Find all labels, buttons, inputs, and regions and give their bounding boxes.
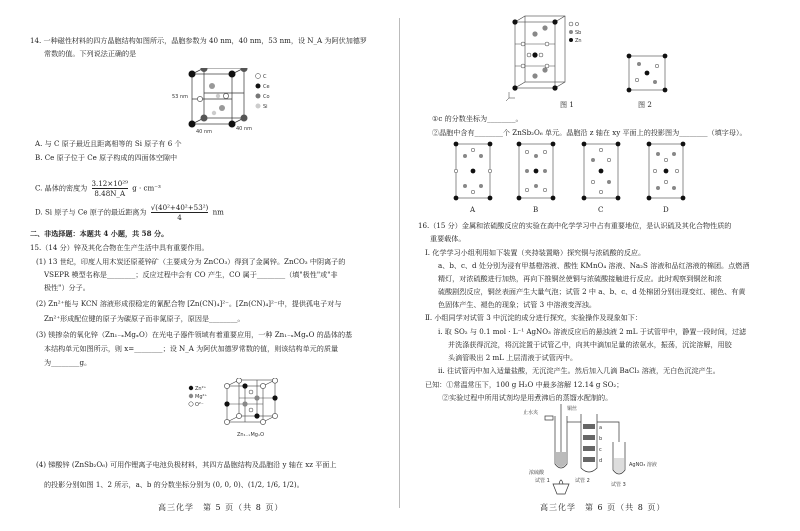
q15-figure-caption: Zn₁₋ₓMgₓO [237, 432, 265, 438]
q15-p3-line2: 本结构单元如图所示，则 x=________；设 N_A 为阿伏加德罗常数的值，则该结构单元的质量 [44, 344, 339, 353]
legend-ce: Ce [263, 84, 270, 90]
option-d-projection[interactable] [645, 140, 687, 202]
option-b-projection[interactable] [515, 140, 557, 202]
option-b-label[interactable]: B [533, 205, 539, 214]
q15-stem: 15.（14 分）锌及其化合物在生产生活中具有重要作用。 [30, 243, 209, 252]
fig1-legend-sb: Sb [575, 30, 582, 36]
q15-p4-line2: 的投影分别如图 1、2 所示，a、b 的分数坐标分别为 (0, 0, 0)、(1/2, 1/6, 1/2)。 [44, 480, 304, 489]
option-c-label[interactable]: C [598, 205, 604, 214]
option-c-projection[interactable] [580, 140, 622, 202]
q16-section1-line2: 精灯，对浓硫酸进行加热，再向下推铜丝使铜与浓硫酸接触进行反应。此时观察到铜丝和浓 [438, 274, 722, 283]
q15-p4-line1: (4) 锑酸锌 (ZnSb₂O₆) 可用作锂离子电池负极材料，其四方晶胞结构及晶胞沿 y 轴在 xz 平面上 [36, 460, 337, 469]
q15-zn-mg-o-cell-figure [185, 378, 295, 446]
q15-p1-line3: 极性"）分子。 [44, 283, 90, 292]
option-a-label[interactable]: A [470, 205, 476, 214]
legend-si: Si [263, 104, 268, 110]
left-page-footer: 高三化学 第 5 页（共 8 页） [158, 503, 284, 512]
dim-b-label: 40 nm [236, 126, 252, 132]
apparatus-diagram [515, 402, 685, 498]
q14-option-d [35, 203, 224, 222]
q15-4-part2: ②晶胞中含有________个 ZnSb₂O₆ 单元。晶胞沿 z 轴在 xy 平面上的投影图为________（填字母）。 [432, 128, 747, 137]
q14-option-c-unit: g · cm⁻³ [132, 183, 161, 193]
q16-known-2: ②实验过程中所用试剂均是用煮沸后的蒸馏水配制的。 [442, 393, 613, 402]
q14-option-d-unit: nm [212, 207, 224, 217]
dim-a-label: 40 nm [196, 129, 212, 135]
label-tube-3: 试管 3 [611, 482, 626, 488]
section-2-heading: 二、非选择题：本题共 4 小题，共 58 分。 [30, 229, 169, 238]
q16-step-i-line2: 并洗涤获得沉淀，将沉淀置于试管乙中，向其中滴加足量的浓氨水，振荡，沉淀溶解，用胶 [448, 340, 732, 349]
label-c: c [599, 447, 602, 453]
label-tube-1: 试管 1 [535, 478, 550, 484]
legend-c: C [263, 74, 267, 80]
page-divider [399, 18, 400, 508]
label-d: d [599, 458, 603, 464]
q14-option-c-text: C. 晶体的密度为 [35, 183, 88, 193]
q16-step-ii: ii. 往试管丙中加入适量盐酸，无沉淀产生。然后加入几滴 BaCl₂ 溶液，无白色沉淀产生。 [438, 366, 720, 375]
q16-stem-line2: 重要载体。 [430, 234, 466, 243]
q16-step-i-line1: i. 取 SO₂ 与 0.1 mol · L⁻¹ AgNO₃ 溶液反应后的悬浊液 2 mL 于试管甲中，静置一段时间，过滤 [438, 327, 747, 336]
dim-c-label: 53 nm [172, 94, 188, 100]
q16-step-i-line3: 头滴管吸出 2 mL 上层清液于试管丙中。 [448, 353, 578, 362]
legend-zn: Zn²⁺ [195, 386, 207, 392]
q14-option-d-numerator: √(40²+40²+53²) [150, 203, 209, 212]
q14-option-c-denominator: 8.48N_A [94, 189, 126, 198]
q15-4-part1: ①c 的分数坐标为________。 [432, 114, 523, 123]
label-copper-wire: 铜丝 [567, 406, 578, 412]
option-a-projection[interactable] [452, 140, 494, 202]
q16-section1-line3: 硫酸剧烈反应，铜丝表面产生大量气泡；试管 2 中 a、b、c、d 处棉团分别出现变红、褪色、有黄 [438, 287, 746, 296]
q14-option-c [35, 179, 161, 198]
q16-known-1: 已知：①常温常压下，100 g H₂O 中最多溶解 12.14 g SO₂； [425, 380, 624, 389]
label-agno3: AgNO₃ 溶液 [629, 462, 657, 468]
q14-option-b: B. Ce 原子位于 Ce 原子构成的四面体空隙中 [35, 153, 178, 162]
fig1-legend-zn: Zn [575, 38, 582, 44]
label-a: a [599, 425, 603, 431]
label-conc-acid: 浓硫酸 [529, 470, 545, 476]
figure-2-projection [625, 52, 669, 94]
label-tube-2: 试管 2 [575, 478, 590, 484]
q15-p3-line3: 为________g。 [44, 358, 92, 367]
q16-section1-line4: 色固体产生、褪色的现象；试管 3 中溶液变浑浊。 [438, 300, 596, 309]
legend-co: Co [263, 94, 270, 100]
q15-p2-line1: (2) Zn²⁺能与 KCN 溶液形成很稳定的氰配合物 [Zn(CN)₄]²⁻。[Zn(CN)₄]²⁻中，提供孤电子对与 [36, 299, 342, 308]
q14-stem-line1: 14. 一种磁性材料的四方晶胞结构如图所示，晶胞参数为 40 nm，40 nm，53 nm，设 N_A 为阿伏加德罗 [30, 36, 367, 45]
right-page-footer: 高三化学 第 6 页（共 8 页） [540, 503, 666, 512]
q15-p1-line1: (1) 13 世纪，印度人用木炭还原菱锌矿（主要成分为 ZnCO₃）得到了金属锌。ZnCO₃ 中阴离子的 [36, 257, 346, 266]
q16-section2-title: Ⅱ. 小组同学对试管 3 中沉淀的成分进行探究，实验操作及现象如下： [425, 313, 642, 322]
q16-section1-line1: a、b、c、d 处分别为浸有甲基橙溶液、酸性 KMnO₄ 溶液、Na₂S 溶液和品红溶液的棉团。点燃酒 [438, 261, 750, 270]
legend-mg: Mg²⁺ [195, 394, 208, 400]
q15-p2-line2: Zn²⁺形成配位键的原子为碳原子而非氮原子，原因是________。 [44, 314, 245, 323]
label-clamp: 止水夹 [523, 410, 539, 416]
q16-stem-line1: 16.（15 分）金属和浓硫酸反应的实验在高中化学学习中占有重要地位，是认识硫及其化合物性质的 [418, 221, 732, 230]
q14-option-a: A. 与 C 原子最近且距离相等的 Si 原子有 6 个 [35, 139, 182, 148]
q14-option-d-text: D. Si 原子与 Ce 原子的最近距离为 [35, 207, 147, 217]
q14-option-d-denominator: 4 [177, 213, 182, 222]
q15-p3-line1: (3) 镁掺杂的氧化锌（Zn₁₋ₓMgₓO）在光电子器件领域有着重要应用，一种 Zn₁₋ₓMgₓO 的晶体的基 [36, 330, 353, 339]
fig1-legend-o: O [575, 22, 579, 28]
label-b: b [599, 436, 603, 442]
q16-section1-title: Ⅰ. 化学学习小组利用如下装置（夹持装置略）探究铜与浓硫酸的反应。 [425, 248, 646, 257]
legend-o: O²⁻ [195, 402, 204, 408]
figure-1-caption: 图 1 [560, 100, 574, 109]
figure-2-caption: 图 2 [638, 100, 652, 109]
figure-1-unit-cell [505, 14, 585, 104]
q15-p1-line2: VSEPR 模型名称是________；反应过程中会有 CO 产生，CO 属于________（填"极性"或"非 [44, 270, 338, 279]
option-d-label[interactable]: D [663, 205, 669, 214]
q14-option-c-numerator: 3.12×10²⁹ [91, 179, 128, 188]
q14-stem-line2: 常数的值。下列说法正确的是 [44, 49, 137, 58]
q14-unit-cell-figure [170, 68, 280, 136]
